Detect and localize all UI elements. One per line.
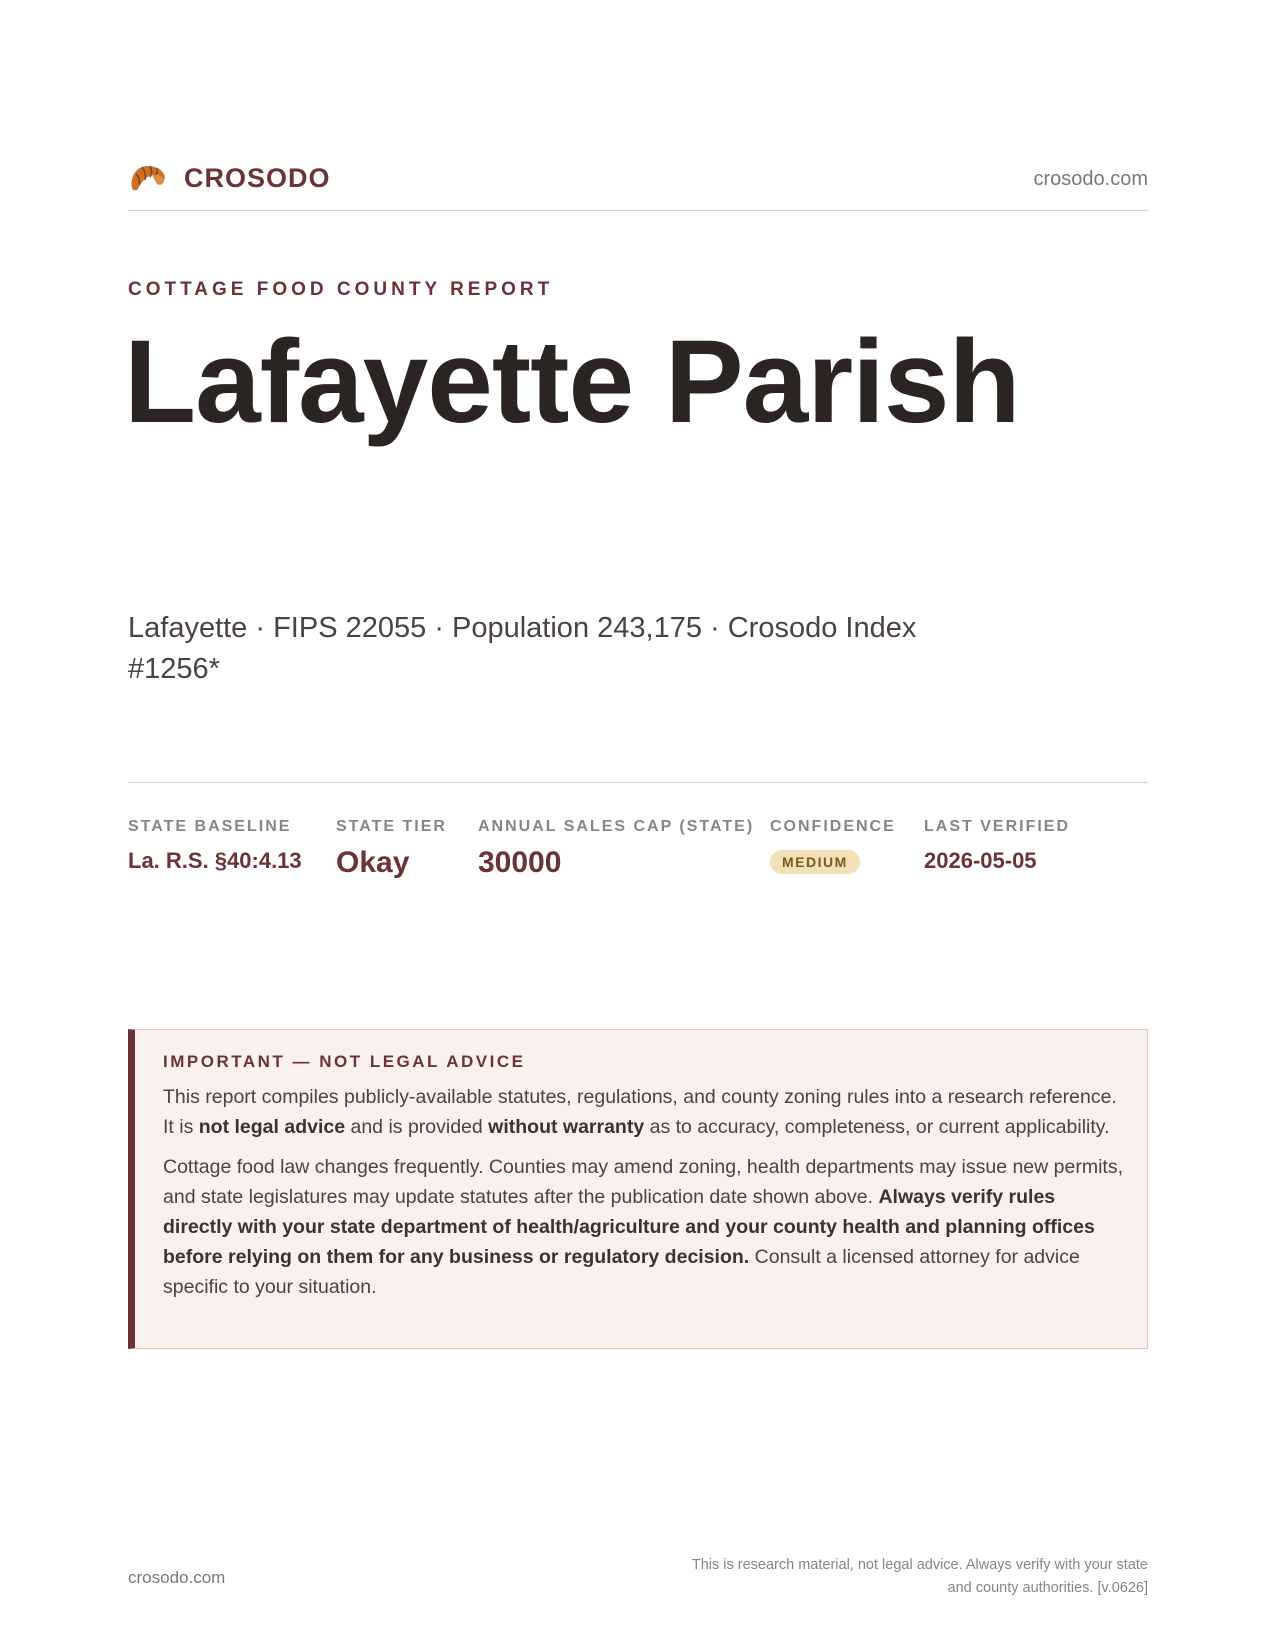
- footer-site-link[interactable]: crosodo.com: [128, 1568, 226, 1587]
- section-divider: [128, 782, 1148, 783]
- page-title: Lafayette Parish: [124, 316, 1020, 448]
- disclaimer-emphasis: Always verify rules directly with your state department of health/agriculture and your county health and planning offices before relying on them for any business or regulatory decision.: [163, 1186, 1095, 1268]
- disclaimer-paragraph: [163, 1082, 1123, 1142]
- disclaimer-text: as to accuracy, completeness, or current applicability.: [644, 1116, 1110, 1138]
- disclaimer-text: Cottage food law changes frequently. Counties may amend zoning, health departments may issue new permits, and state legislatures may update statutes after the publication date shown above.: [163, 1156, 1123, 1208]
- stat-value: 30000: [478, 846, 562, 879]
- stat-value: Okay: [336, 846, 410, 879]
- stat-label: STATE BASELINE: [128, 818, 292, 835]
- stat-annual-sales-cap: [478, 818, 754, 880]
- disclaimer-emphasis: not legal advice: [198, 1116, 346, 1138]
- disclaimer-heading: IMPORTANT — NOT LEGAL ADVICE: [163, 1052, 526, 1071]
- stat-label: STATE TIER: [336, 818, 447, 835]
- report-type-label: COTTAGE FOOD COUNTY REPORT: [128, 279, 554, 300]
- site-link[interactable]: crosodo.com: [1033, 168, 1148, 190]
- disclaimer-text: This report compiles publicly-available statutes, regulations, and county zoning rules into a research reference. It is: [163, 1086, 1117, 1138]
- stat-confidence: [770, 818, 896, 874]
- footer-disclaimer-line: This is research material, not legal advice. Always verify with your state: [691, 1557, 1148, 1573]
- croissant-icon: [128, 158, 168, 198]
- stat-label: CONFIDENCE: [770, 818, 896, 835]
- brand-name: CROSODO: [184, 162, 331, 193]
- stat-last-verified: [924, 818, 1070, 874]
- footer-disclaimer-line: and county authorities. [v.0626]: [947, 1580, 1148, 1596]
- disclaimer-text: and is provided: [345, 1116, 489, 1138]
- page-header: [128, 158, 1148, 211]
- county-summary: Lafayette · FIPS 22055 · Population 243,175 · Crosodo Index #1256*: [128, 612, 917, 685]
- disclaimer-text: Consult a licensed attorney for advice specific to your situation.: [163, 1246, 1080, 1298]
- footer-disclaimer: [628, 1554, 1148, 1600]
- stat-state-baseline: [128, 818, 302, 874]
- stat-label: ANNUAL SALES CAP (STATE): [478, 818, 755, 835]
- stat-value: La. R.S. §40:4.13: [128, 848, 302, 873]
- stat-label: LAST VERIFIED: [924, 818, 1071, 835]
- stat-value: 2026-05-05: [924, 848, 1037, 873]
- brand[interactable]: [128, 158, 331, 198]
- disclaimer-emphasis: without warranty: [488, 1116, 645, 1138]
- confidence-badge: MEDIUM: [770, 850, 860, 874]
- disclaimer-paragraph: [163, 1152, 1123, 1302]
- stats-row: [128, 818, 1148, 898]
- stat-state-tier: [336, 818, 447, 880]
- legal-disclaimer-box: [128, 1029, 1148, 1349]
